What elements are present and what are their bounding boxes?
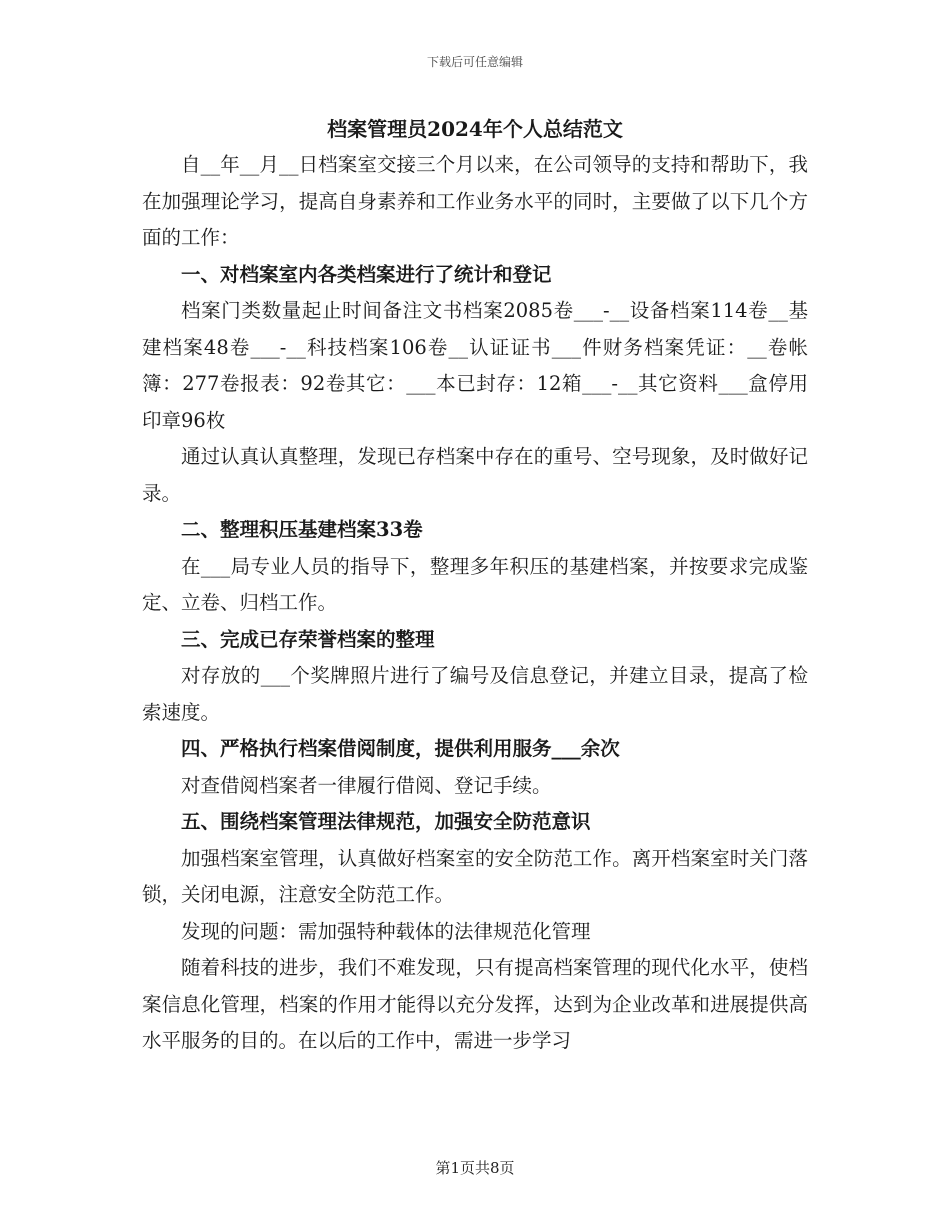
section-heading-1: 一、对档案室内各类档案进行了统计和登记 (181, 262, 552, 286)
document-body (142, 111, 808, 1060)
section-heading-2: 二、整理积压基建档案33卷 (181, 518, 423, 541)
paragraph-modernization: 随着科技的进步，我们不难发现，只有提高档案管理的现代化水平，使档案信息化管理，档案的作用才能得以充分发挥，达到为企业改革和进展提供高水平服务的目的。在以后的工作中，需进一步学习 (142, 956, 808, 1052)
paragraph-problems: 发现的问题：需加强特种载体的法律规范化管理 (181, 919, 591, 943)
paragraph-construction-archive: 在___局专业人员的指导下，整理多年积压的基建档案，并按要求完成鉴定、立卷、归档工作。 (142, 554, 808, 614)
paragraph-honor-archive: 对存放的___个奖牌照片进行了编号及信息登记，并建立目录，提高了检索速度。 (142, 664, 808, 724)
paragraph-archive-check: 通过认真认真整理，发现已存档案中存在的重号、空号现象，及时做好记录。 (142, 445, 808, 505)
section-heading-3: 三、完成已存荣誉档案的整理 (181, 627, 435, 651)
paragraph-security: 加强档案室管理，认真做好档案室的安全防范工作。离开档案室时关门落锁，关闭电源，注意安全防范工作。 (142, 846, 808, 906)
paragraph-intro: 自__年__月__日档案室交接三个月以来，在公司领导的支持和帮助下，我在加强理论学习，提高自身素养和工作业务水平的同时，主要做了以下几个方面的工作： (142, 153, 808, 249)
paragraph-archive-stats: 档案门类数量起止时间备注文书档案2085卷___-__设备档案114卷__基建档案48卷___-__科技档案106卷__认证证书___件财务档案凭证：__卷帐簿：277卷报表：92卷其它：___本已封存：12箱___-__其它资料___盒停用印章96枚 (142, 299, 808, 432)
page-number: 第1页共8页 (435, 1159, 515, 1177)
section-heading-5: 五、围绕档案管理法律规范，加强安全防范意识 (181, 810, 591, 833)
document-title: 档案管理员2024年个人总结范文 (327, 117, 623, 141)
section-heading-4: 四、严格执行档案借阅制度，提供利用服务___余次 (181, 737, 620, 760)
page-header-note: 下载后可任意编辑 (426, 55, 523, 69)
paragraph-borrowing: 对查借阅档案者一律履行借阅、登记手续。 (181, 773, 552, 797)
